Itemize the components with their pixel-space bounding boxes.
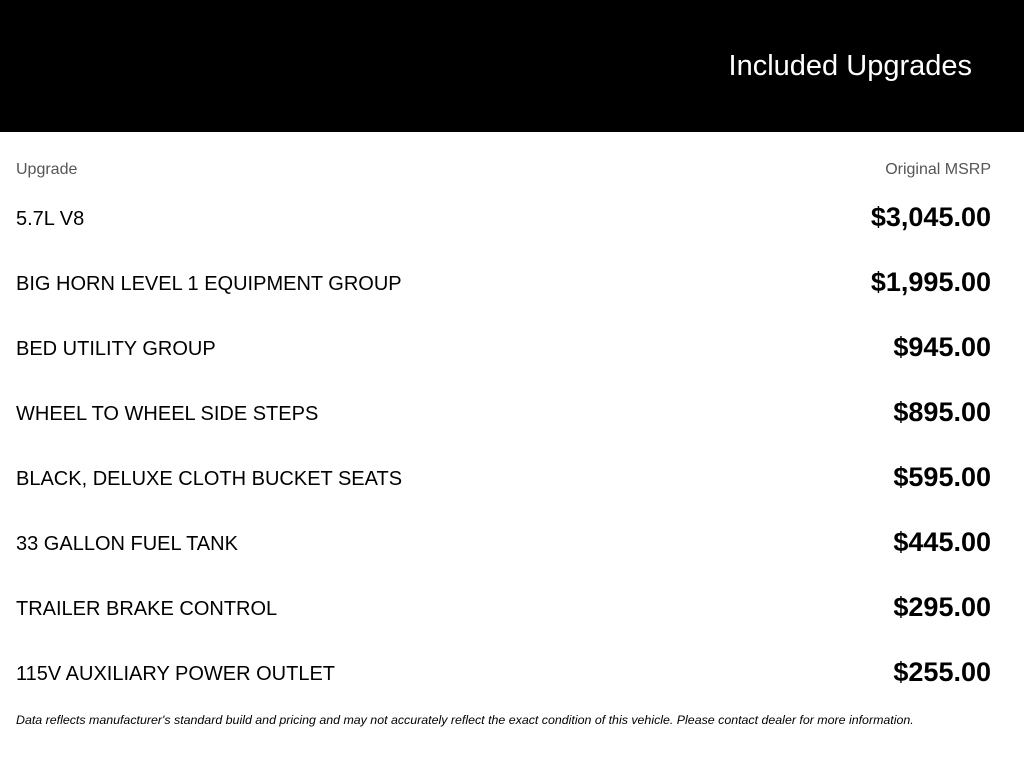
upgrade-price: $255.00: [893, 657, 991, 687]
disclaimer-text: Data reflects manufacturer's standard build and pricing and may not accurately reflect the exact condition of this vehicle. Please contact dealer for more information.: [16, 713, 914, 727]
page-title: Included Upgrades: [728, 50, 972, 82]
upgrade-price: $1,995.00: [870, 267, 991, 297]
upgrade-name: BIG HORN LEVEL 1 EQUIPMENT GROUP: [16, 273, 402, 295]
column-header-upgrade: Upgrade: [16, 161, 78, 178]
upgrade-row: [16, 197, 991, 237]
upgrade-row: [16, 327, 991, 367]
header-bar: [0, 0, 1024, 132]
upgrade-price: $445.00: [893, 527, 991, 557]
upgrade-name: 115V AUXILIARY POWER OUTLET: [16, 663, 336, 685]
upgrade-row: [16, 522, 991, 562]
upgrade-name: BED UTILITY GROUP: [16, 338, 216, 360]
upgrade-price: $3,045.00: [870, 202, 991, 232]
upgrade-row: [16, 262, 991, 302]
upgrade-row: [16, 457, 991, 497]
upgrade-price: $895.00: [893, 397, 991, 427]
upgrade-name: 33 GALLON FUEL TANK: [16, 533, 238, 555]
column-header-msrp: Original MSRP: [885, 161, 991, 178]
upgrade-price: $945.00: [893, 332, 991, 362]
upgrade-row: [16, 392, 991, 432]
upgrade-name: WHEEL TO WHEEL SIDE STEPS: [16, 403, 319, 425]
upgrade-row: [16, 652, 991, 692]
upgrade-price: $595.00: [893, 462, 991, 492]
upgrade-row: [16, 587, 991, 627]
upgrade-name: BLACK, DELUXE CLOTH BUCKET SEATS: [16, 468, 403, 490]
upgrade-name: 5.7L V8: [16, 208, 85, 230]
upgrade-name: TRAILER BRAKE CONTROL: [16, 598, 278, 620]
upgrade-price: $295.00: [893, 592, 991, 622]
